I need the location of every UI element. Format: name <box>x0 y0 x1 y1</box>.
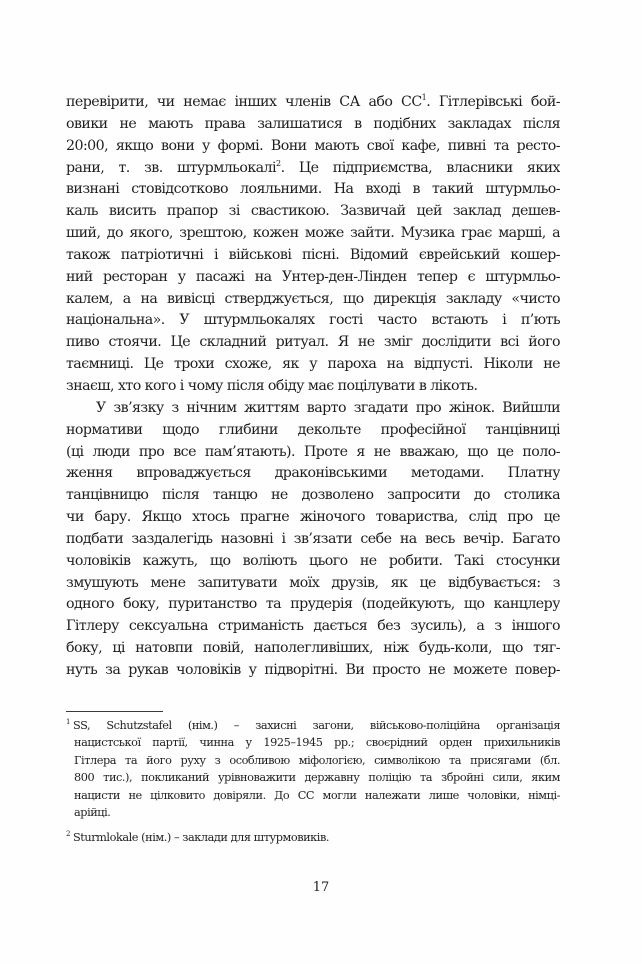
body-line: танцівницю після танцю не дозволено запросити до столика <box>66 487 560 504</box>
body-text <box>66 92 560 682</box>
footnote-text: SS, Schutzstafel (нім.) – захисні загони, військово-поліційна організація <box>73 719 560 732</box>
body-line: нормативи щодо глибини декольте професійної танцівниці <box>66 421 560 438</box>
line-text: . Це підприємства, власники яких <box>280 159 560 176</box>
footnote-line: Гітлера та його руху з особливою міфологією, символікою та присягами (бл. <box>74 753 560 767</box>
footnote-ref-2[interactable]: 2 <box>276 158 281 168</box>
body-line: каль висить прапор зі свастикою. Зазвичай цей заклад дешев- <box>66 203 560 220</box>
body-line: нуть за рукав чоловіків у підворітні. Ви просто не можете повер- <box>66 661 560 678</box>
footnote-line: нацистської партії, чинна у 1925–1945 рр.; своєрідний орден прихильників <box>74 736 560 750</box>
footnote-line <box>66 717 560 734</box>
body-line: також патріотичні і військові пісні. Відомий єврейський кошер- <box>66 246 560 263</box>
body-line: ний ресторан у пасажі на Унтер-ден-Лінден тепер є штурмльо- <box>66 268 560 285</box>
line-text: рани, т. зв. штурмльокалі <box>66 159 277 176</box>
body-line: визнані стовідсотково лояльними. На вході в такий штурмльо- <box>66 181 560 198</box>
body-line: Гітлеру сексуальна стриманість дається без зусиль), а з іншого <box>66 618 560 635</box>
body-line: ження впроваджується драконівськими методами. Платну <box>66 465 560 482</box>
body-line <box>66 158 560 180</box>
footnote-separator <box>66 711 163 712</box>
body-line: 20:00, якщо вони у формі. Вони мають свої кафе, пивні та ресто- <box>66 137 560 154</box>
body-line: боку, ці натовпи повій, наполегливіших, ніж будь-коли, що тяг- <box>66 640 560 657</box>
body-line: знаєш, хто кого і чому після обіду має поцілувати в лікоть. <box>66 377 478 394</box>
paragraph-start-line: У зв’язку з нічним життям варто згадати про жінок. Вийшли <box>96 399 560 416</box>
body-line: калем, а на вивісці стверджується, що дирекція закладу «чисто <box>66 290 560 307</box>
footnote-1 <box>66 717 560 821</box>
footnote-mark: 1 <box>66 718 71 726</box>
footnote-line: нацисти не цілковито довіряли. До СС могли належати лише чоловіки, німці- <box>74 788 560 802</box>
footnote-mark: 2 <box>66 830 71 839</box>
body-line: таємниці. Це трохи схоже, як у пароха на відпусті. Ніколи не <box>66 356 560 373</box>
footnote-line: арійці. <box>74 805 111 819</box>
body-line: чоловіків кажуть, що воліють цього не робити. Такі стосунки <box>66 552 560 569</box>
body-line: пиво стоячи. Це складний ритуал. Я не зміг дослідити всі його <box>66 334 560 351</box>
line-text: . Гітлерівські бой- <box>426 94 560 110</box>
page-number: 17 <box>312 880 330 895</box>
footnote-ref-1[interactable]: 1 <box>421 93 427 102</box>
body-line: ший, до якого, зрештою, кожен може зайти. Музика грає марші, а <box>66 225 560 242</box>
line-text: перевірити, чи немає інших членів СА або СС <box>66 94 422 110</box>
footnote-line: 800 тис.), покликаний урівноважити державну поліцію та збройні сили, яким <box>74 771 560 785</box>
footnote-line <box>66 829 560 846</box>
footnote-gap <box>66 821 560 829</box>
body-line <box>66 92 560 114</box>
body-line: чи бару. Якщо хтось прагне жіночого товариства, слід про це <box>66 509 560 526</box>
body-line: овики не мають права залишатися в подібних закладах після <box>66 115 560 132</box>
body-line: (ці люди про все пам’ятають). Проте я не вважаю, що це поло- <box>66 443 560 460</box>
body-line: подбати заздалегідь назовні і зв’язати себе на весь вечір. Багато <box>66 530 560 547</box>
body-line: національна». У штурмльокалях гості часто встають і п’ють <box>66 312 560 329</box>
footnotes <box>66 717 560 847</box>
body-line: одного боку, пуританство та прудерія (подейкують, що канцлеру <box>66 596 560 613</box>
body-line: змушують мене запитувати моїх друзів, як це відбувається: з <box>66 574 560 591</box>
footnote-2 <box>66 829 560 846</box>
footnote-text: Sturmlokale (нім.) – заклади для штурмовиків. <box>73 831 330 845</box>
